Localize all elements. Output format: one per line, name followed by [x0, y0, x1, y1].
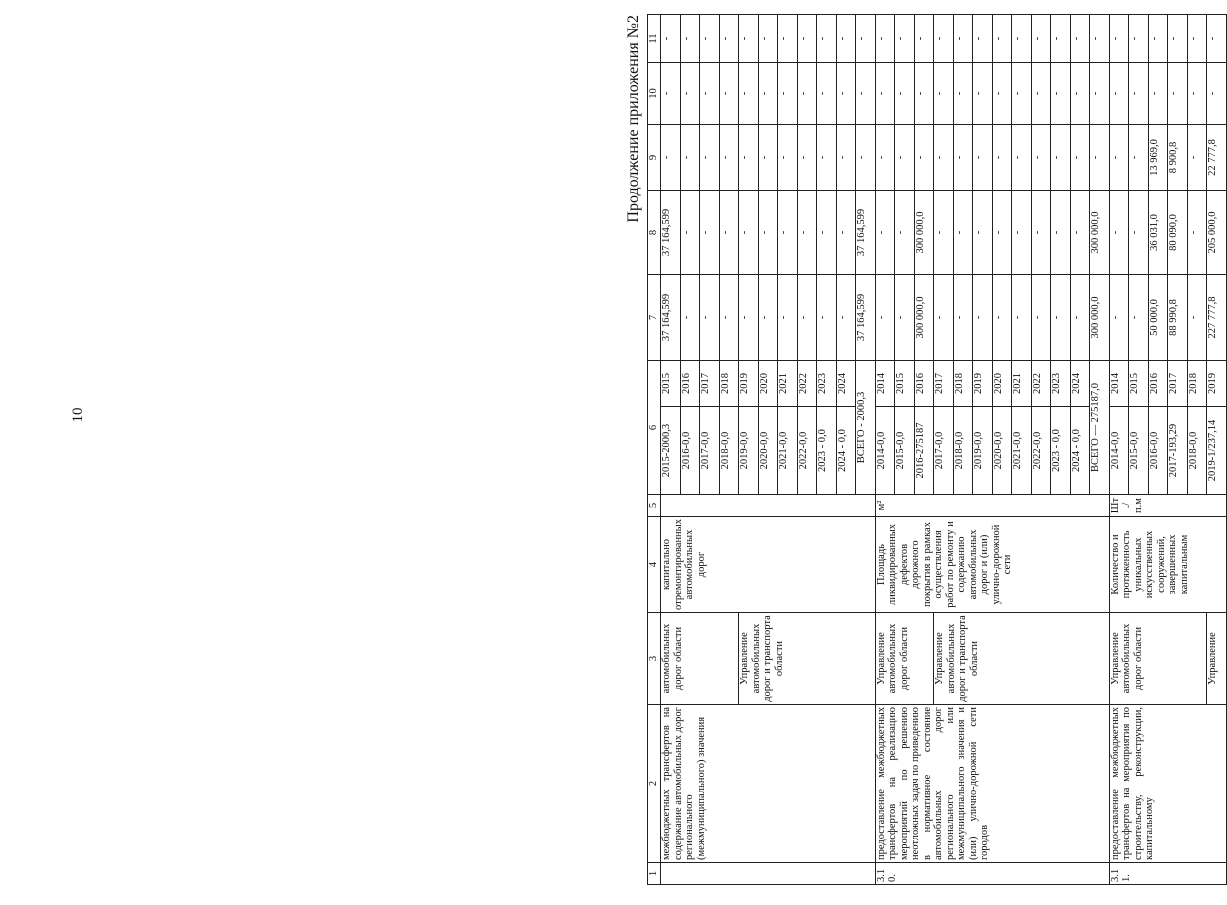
amount-cell: -	[680, 191, 700, 275]
indicator-description: Количество и протяженность уникальных искусственных сооружений, завершенных капитальным	[1109, 517, 1226, 613]
amount-cell: -	[700, 15, 720, 63]
amount-cell: -	[719, 125, 739, 191]
total-indicator-value: ВСЕГО - 2000,3	[856, 361, 876, 495]
amount-cell: -	[1109, 275, 1129, 361]
indicator-description: капитально отремонтированных автомобильных дорог	[661, 517, 876, 613]
item-number	[661, 863, 876, 885]
amount-cell: -	[992, 191, 1012, 275]
amount-cell: -	[758, 125, 778, 191]
amount-cell: -	[1031, 15, 1051, 63]
amount-cell: -	[895, 191, 915, 275]
year-cell: 2017	[1168, 361, 1188, 407]
rotated-page	[625, 15, 1225, 885]
amount-cell: -	[934, 15, 954, 63]
amount-cell: -	[1129, 275, 1149, 361]
total-cell: -	[856, 15, 876, 63]
indicator-value: 2016-0,0	[680, 407, 700, 495]
amount-cell: -	[758, 191, 778, 275]
amount-cell: -	[934, 63, 954, 125]
amount-cell: -	[1187, 275, 1207, 361]
indicator-value: 2023 - 0,0	[817, 407, 837, 495]
amount-cell: -	[1031, 125, 1051, 191]
indicator-value: 2014-0,0	[1109, 407, 1129, 495]
amount-cell: -	[836, 63, 856, 125]
amount-cell: -	[973, 191, 993, 275]
indicator-description: Площадь ликвидированных дефектов дорожного покрытия в рамках осуществления работ по ремонту и содержанию автомобильных дорог и (или) улично-дорожной сети	[875, 517, 1109, 613]
amount-cell: -	[973, 15, 993, 63]
amount-cell: -	[1012, 275, 1032, 361]
indicator-value: 2018-0,0	[953, 407, 973, 495]
measure-description: межбюджетных трансфертов на содержание автомобильных дорог регионального (межмуниципального) значения	[661, 705, 876, 863]
indicator-value: 2015-2000,3	[661, 407, 681, 495]
amount-cell: -	[700, 275, 720, 361]
indicator-value: 2019-0,0	[973, 407, 993, 495]
amount-cell: 227 777,8	[1207, 275, 1227, 361]
amount-cell: 50 000,0	[1148, 275, 1168, 361]
amount-cell: 300 000,0	[914, 275, 934, 361]
indicator-value: 2017-0,0	[700, 407, 720, 495]
amount-cell: -	[934, 275, 954, 361]
table-row	[1109, 15, 1129, 885]
header-cell: 1	[648, 863, 661, 885]
year-cell: 2018	[1187, 361, 1207, 407]
header-cell: 7	[648, 275, 661, 361]
amount-cell: -	[875, 63, 895, 125]
item-number: 3.11.	[1109, 863, 1226, 885]
amount-cell: -	[680, 15, 700, 63]
amount-cell: 37 164,599	[661, 275, 681, 361]
amount-cell: -	[1129, 125, 1149, 191]
amount-cell: -	[1012, 63, 1032, 125]
amount-cell: -	[1129, 15, 1149, 63]
amount-cell: -	[758, 15, 778, 63]
year-cell: 2015	[895, 361, 915, 407]
indicator-value: 2024 - 0,0	[1070, 407, 1090, 495]
amount-cell: 36 031,0	[1148, 191, 1168, 275]
year-cell: 2015	[1129, 361, 1149, 407]
indicator-value: 2017-0,0	[934, 407, 954, 495]
amount-cell: -	[778, 15, 798, 63]
page-number: 10	[70, 407, 86, 423]
amount-cell: -	[1070, 63, 1090, 125]
amount-cell: -	[1187, 15, 1207, 63]
amount-cell: -	[895, 63, 915, 125]
amount-cell: -	[700, 125, 720, 191]
year-cell: 2014	[1109, 361, 1129, 407]
year-cell: 2018	[719, 361, 739, 407]
header-row	[648, 15, 661, 885]
year-cell: 2020	[992, 361, 1012, 407]
amount-cell: -	[1070, 125, 1090, 191]
amount-cell: -	[836, 125, 856, 191]
year-cell: 2023	[817, 361, 837, 407]
amount-cell: -	[895, 125, 915, 191]
unit-of-measure	[661, 495, 876, 517]
amount-cell: -	[661, 15, 681, 63]
amount-cell: -	[934, 191, 954, 275]
amount-cell: -	[1168, 15, 1188, 63]
amount-cell: -	[1051, 275, 1071, 361]
amount-cell: -	[1148, 15, 1168, 63]
amount-cell: -	[739, 275, 759, 361]
amount-cell: -	[895, 275, 915, 361]
amount-cell: -	[875, 15, 895, 63]
indicator-value: 2015-0,0	[1129, 407, 1149, 495]
amount-cell: -	[661, 125, 681, 191]
amount-cell: -	[680, 275, 700, 361]
amount-cell: -	[875, 125, 895, 191]
amount-cell: -	[817, 15, 837, 63]
amount-cell: 80 090,0	[1168, 191, 1188, 275]
amount-cell: -	[1187, 125, 1207, 191]
amount-cell: -	[719, 15, 739, 63]
amount-cell: -	[778, 275, 798, 361]
amount-cell: -	[992, 275, 1012, 361]
year-cell: 2019	[739, 361, 759, 407]
amount-cell: -	[680, 125, 700, 191]
header-cell: 5	[648, 495, 661, 517]
amount-cell: -	[1148, 63, 1168, 125]
amount-cell: 8 900,8	[1168, 125, 1188, 191]
year-cell: 2018	[953, 361, 973, 407]
amount-cell: 37 164,599	[661, 191, 681, 275]
table-row	[875, 15, 895, 885]
amount-cell: -	[739, 125, 759, 191]
amount-cell: -	[836, 191, 856, 275]
amount-cell: -	[700, 63, 720, 125]
indicator-value: 2014-0,0	[875, 407, 895, 495]
indicator-value: 2020-0,0	[992, 407, 1012, 495]
total-cell: -	[856, 63, 876, 125]
amount-cell: -	[797, 275, 817, 361]
header-cell: 11	[648, 15, 661, 63]
executor-top: Управление автомобильных дорог области	[1109, 613, 1207, 705]
amount-cell: -	[817, 63, 837, 125]
amount-cell: -	[680, 63, 700, 125]
executor-top: Управление автомобильных дорог области	[875, 613, 934, 705]
amount-cell: -	[1109, 15, 1129, 63]
amount-cell: -	[1129, 63, 1149, 125]
indicator-value: 2015-0,0	[895, 407, 915, 495]
indicator-value: 2021-0,0	[778, 407, 798, 495]
amount-cell: -	[778, 125, 798, 191]
amount-cell: -	[700, 191, 720, 275]
amount-cell: -	[1031, 275, 1051, 361]
year-cell: 2014	[875, 361, 895, 407]
executor-bottom: Управление автомобильных дорог и транспорта области	[739, 613, 876, 705]
year-cell: 2023	[1051, 361, 1071, 407]
year-cell: 2022	[797, 361, 817, 407]
amount-cell: -	[817, 191, 837, 275]
total-cell: -	[856, 125, 876, 191]
amount-cell: -	[953, 125, 973, 191]
year-cell: 2024	[1070, 361, 1090, 407]
amount-cell: -	[739, 63, 759, 125]
amount-cell: -	[1070, 191, 1090, 275]
executor-top: автомобильных дорог области	[661, 613, 739, 705]
amount-cell: -	[817, 125, 837, 191]
amount-cell: 13 969,0	[1148, 125, 1168, 191]
year-cell: 2017	[700, 361, 720, 407]
amount-cell: -	[797, 125, 817, 191]
header-cell: 10	[648, 63, 661, 125]
continuation-label: Продолжение приложения №2	[625, 15, 642, 223]
amount-cell: -	[1051, 15, 1071, 63]
amount-cell: -	[1012, 191, 1032, 275]
amount-cell: -	[797, 63, 817, 125]
header-cell: 4	[648, 517, 661, 613]
indicator-value: 2022-0,0	[1031, 407, 1051, 495]
amount-cell: -	[758, 63, 778, 125]
amount-cell: -	[973, 275, 993, 361]
amount-cell: -	[1051, 63, 1071, 125]
amount-cell: -	[973, 63, 993, 125]
amount-cell: -	[836, 15, 856, 63]
year-cell: 2020	[758, 361, 778, 407]
unit-of-measure: м²	[875, 495, 1109, 517]
year-cell: 2019	[973, 361, 993, 407]
indicator-value: 2018-0,0	[1187, 407, 1207, 495]
indicator-value: 2019-0,0	[739, 407, 759, 495]
appendix-table	[647, 14, 1227, 885]
amount-cell: -	[895, 15, 915, 63]
total-cell: 300 000,0	[1090, 191, 1110, 275]
indicator-value: 2021-0,0	[1012, 407, 1032, 495]
header-cell: 9	[648, 125, 661, 191]
amount-cell: -	[1012, 125, 1032, 191]
amount-cell: -	[836, 275, 856, 361]
amount-cell: -	[1031, 191, 1051, 275]
amount-cell: -	[661, 63, 681, 125]
indicator-value: 2022-0,0	[797, 407, 817, 495]
header-cell: 6	[648, 361, 661, 495]
indicator-value: 2024 - 0,0	[836, 407, 856, 495]
amount-cell: -	[1109, 63, 1129, 125]
amount-cell: -	[992, 125, 1012, 191]
amount-cell: 88 990,8	[1168, 275, 1188, 361]
header-cell: 2	[648, 705, 661, 863]
year-cell: 2016	[680, 361, 700, 407]
amount-cell: -	[1051, 125, 1071, 191]
amount-cell: -	[992, 15, 1012, 63]
amount-cell: -	[1051, 191, 1071, 275]
amount-cell: -	[1070, 15, 1090, 63]
amount-cell: -	[1187, 63, 1207, 125]
year-cell: 2022	[1031, 361, 1051, 407]
amount-cell: -	[914, 15, 934, 63]
amount-cell: -	[778, 63, 798, 125]
amount-cell: -	[992, 63, 1012, 125]
year-cell: 2016	[1148, 361, 1168, 407]
amount-cell: -	[1187, 191, 1207, 275]
executor-bottom: Управление автомобильных дорог и транспорта области	[934, 613, 1110, 705]
amount-cell: -	[973, 125, 993, 191]
year-cell: 2021	[778, 361, 798, 407]
year-cell: 2024	[836, 361, 856, 407]
measure-description: предоставление межбюджетных трансфертов на реализацию мероприятий по решению неотложных задач по приведению в нормативное состояние автомобильных дорог регионального или межмуниципального значения и (или) улично-дорожной сети городов	[875, 705, 1109, 863]
amount-cell: -	[914, 125, 934, 191]
measure-description: предоставление межбюджетных трансфертов на мероприятия по строительству, реконструкции, капитальному	[1109, 705, 1226, 863]
total-cell: -	[1090, 125, 1110, 191]
indicator-value: 2016-275187	[914, 407, 934, 495]
total-cell: -	[1090, 63, 1110, 125]
item-number: 3.10.	[875, 863, 1109, 885]
amount-cell: -	[817, 275, 837, 361]
table-row	[661, 15, 681, 885]
amount-cell: 300 000,0	[914, 191, 934, 275]
amount-cell: -	[875, 191, 895, 275]
amount-cell: -	[1129, 191, 1149, 275]
unit-of-measure: Шт./ п.м	[1109, 495, 1226, 517]
header-cell: 3	[648, 613, 661, 705]
amount-cell: -	[953, 15, 973, 63]
year-cell: 2015	[661, 361, 681, 407]
amount-cell: -	[1207, 63, 1227, 125]
header-cell: 8	[648, 191, 661, 275]
amount-cell: -	[797, 191, 817, 275]
indicator-value: 2018-0,0	[719, 407, 739, 495]
amount-cell: -	[953, 63, 973, 125]
year-cell: 2017	[934, 361, 954, 407]
amount-cell: -	[1207, 15, 1227, 63]
executor-bottom: Управление	[1207, 613, 1227, 705]
amount-cell: -	[739, 191, 759, 275]
amount-cell: -	[778, 191, 798, 275]
amount-cell: -	[953, 275, 973, 361]
indicator-value: 2023 - 0,0	[1051, 407, 1071, 495]
amount-cell: -	[1109, 125, 1129, 191]
amount-cell: -	[719, 191, 739, 275]
indicator-value: 2017-193,29	[1168, 407, 1188, 495]
amount-cell: 22 777,8	[1207, 125, 1227, 191]
amount-cell: -	[934, 125, 954, 191]
amount-cell: -	[953, 191, 973, 275]
amount-cell: -	[1031, 63, 1051, 125]
indicator-value: 2020-0,0	[758, 407, 778, 495]
amount-cell: -	[1168, 63, 1188, 125]
total-cell: 37 164,599	[856, 275, 876, 361]
amount-cell: 205 000,0	[1207, 191, 1227, 275]
amount-cell: -	[914, 63, 934, 125]
year-cell: 2016	[914, 361, 934, 407]
amount-cell: -	[719, 275, 739, 361]
indicator-value: 2019-1/237,14	[1207, 407, 1227, 495]
total-cell: 37 164,599	[856, 191, 876, 275]
amount-cell: -	[797, 15, 817, 63]
total-cell: -	[1090, 15, 1110, 63]
total-cell: 300 000,0	[1090, 275, 1110, 361]
amount-cell: -	[719, 63, 739, 125]
indicator-value: 2016-0,0	[1148, 407, 1168, 495]
amount-cell: -	[1109, 191, 1129, 275]
amount-cell: -	[875, 275, 895, 361]
amount-cell: -	[1012, 15, 1032, 63]
year-cell: 2021	[1012, 361, 1032, 407]
amount-cell: -	[1070, 275, 1090, 361]
total-indicator-value: ВСЕГО — 275187,0	[1090, 361, 1110, 495]
year-cell: 2019	[1207, 361, 1227, 407]
amount-cell: -	[758, 275, 778, 361]
amount-cell: -	[739, 15, 759, 63]
